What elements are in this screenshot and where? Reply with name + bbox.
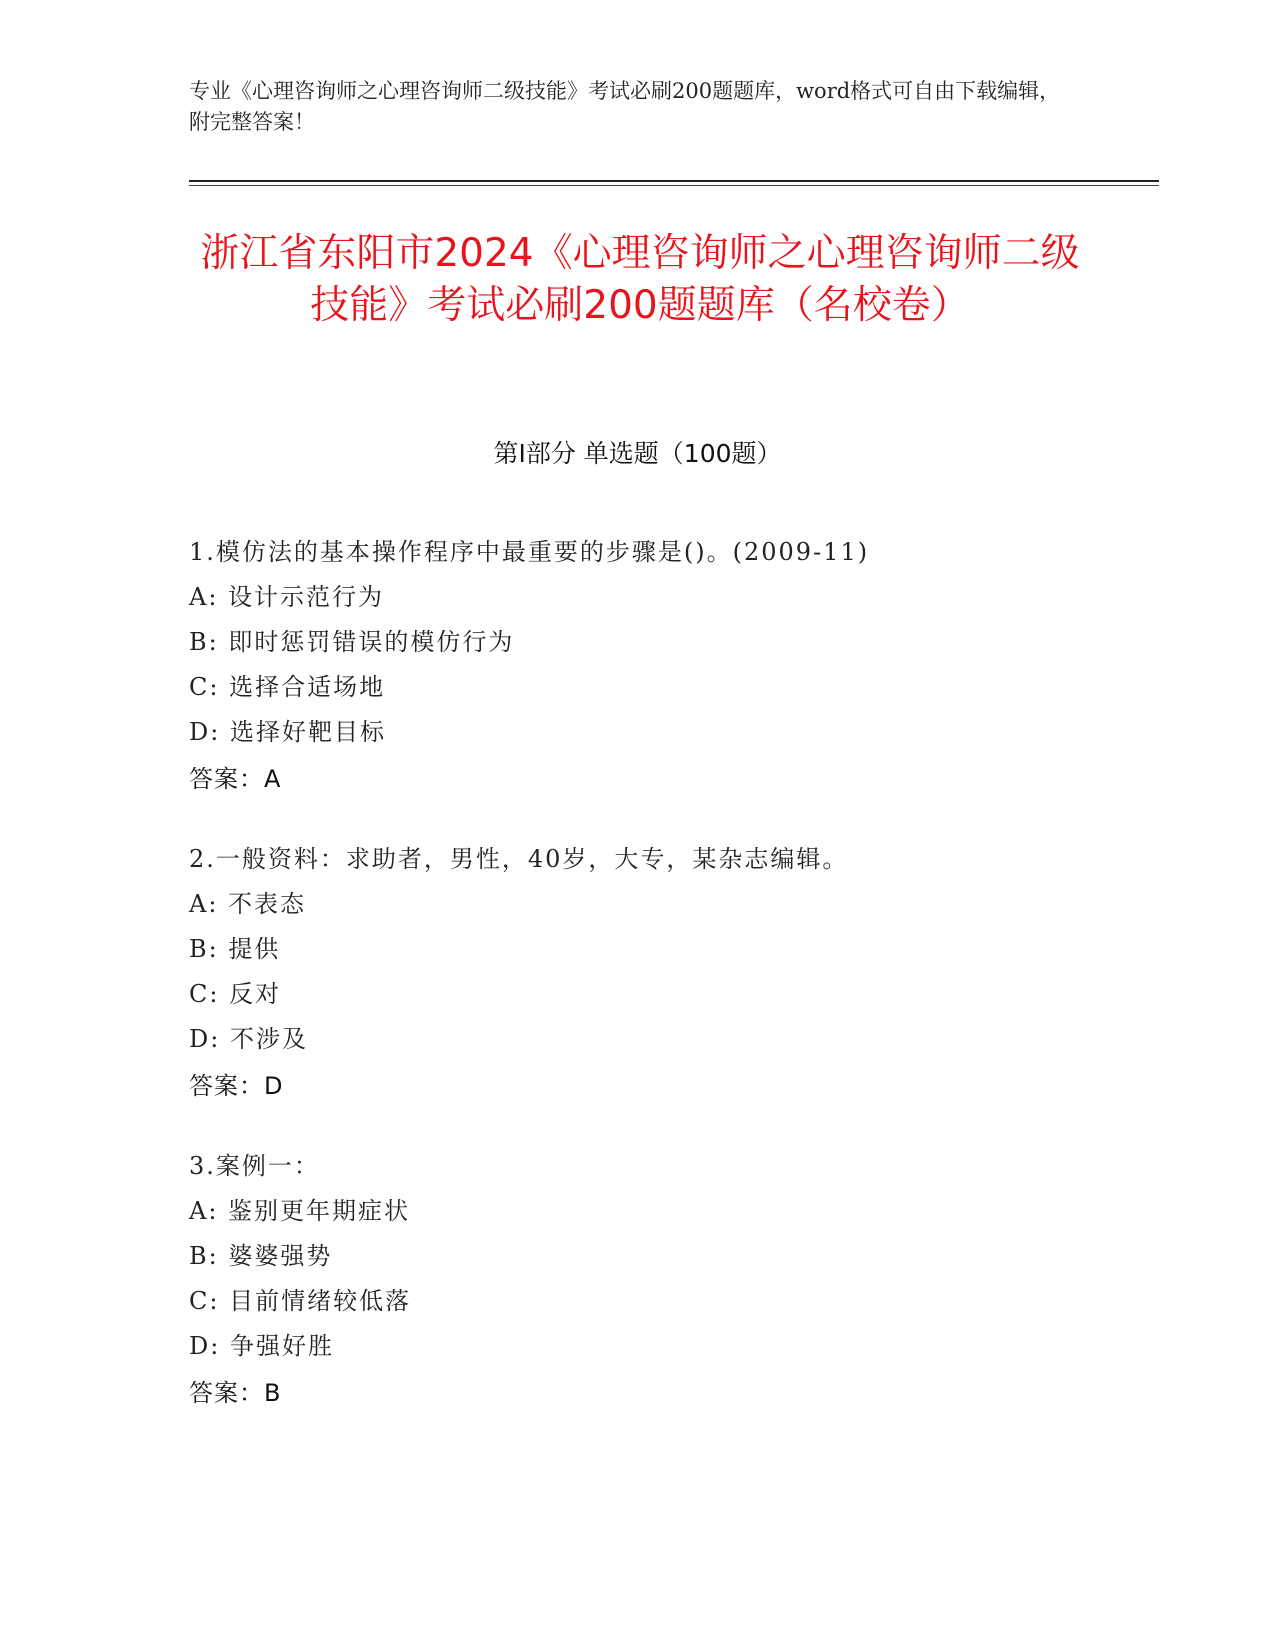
question-stem: 2.一般资料：求助者，男性，40岁，大专，某杂志编辑。: [189, 845, 849, 873]
answer: 答案：A: [189, 765, 282, 793]
option-b: B: 即时惩罚错误的模仿行为: [189, 628, 515, 656]
section-heading: 第I部分 单选题（100题）: [493, 439, 782, 468]
question-3: [189, 1144, 1149, 1417]
option-d: D: 争强好胜: [189, 1332, 334, 1360]
answer: 答案：D: [189, 1072, 284, 1100]
question-2: [189, 837, 1149, 1110]
option-c: C: 反对: [189, 980, 282, 1008]
question-stem: 3.案例一：: [189, 1152, 320, 1180]
answer: 答案：B: [189, 1379, 282, 1407]
question-stem: 1.模仿法的基本操作程序中最重要的步骤是()。(2009-11): [189, 538, 870, 566]
option-c: C: 选择合适场地: [189, 673, 386, 701]
header-divider-thin: [189, 185, 1159, 186]
option-a: A: 不表态: [189, 890, 307, 918]
option-d: D: 选择好靶目标: [189, 718, 386, 746]
document-title: 浙江省东阳市2024《心理咨询师之心理咨询师二级技能》考试必刷200题题库（名校卷）: [200, 231, 1080, 328]
option-c: C: 目前情绪较低落: [189, 1287, 412, 1315]
header-note: 专业《心理咨询师之心理咨询师二级技能》考试必刷200题题库，word格式可自由下载编辑，附完整答案！: [189, 79, 1061, 134]
header-divider-thick: [189, 180, 1159, 182]
option-b: B: 婆婆强势: [189, 1242, 333, 1270]
question-1: [189, 530, 1149, 803]
option-d: D: 不涉及: [189, 1025, 308, 1053]
option-a: A: 鉴别更年期症状: [189, 1197, 411, 1225]
option-a: A: 设计示范行为: [189, 583, 385, 611]
question-list: [189, 530, 1149, 1451]
option-b: B: 提供: [189, 935, 281, 963]
